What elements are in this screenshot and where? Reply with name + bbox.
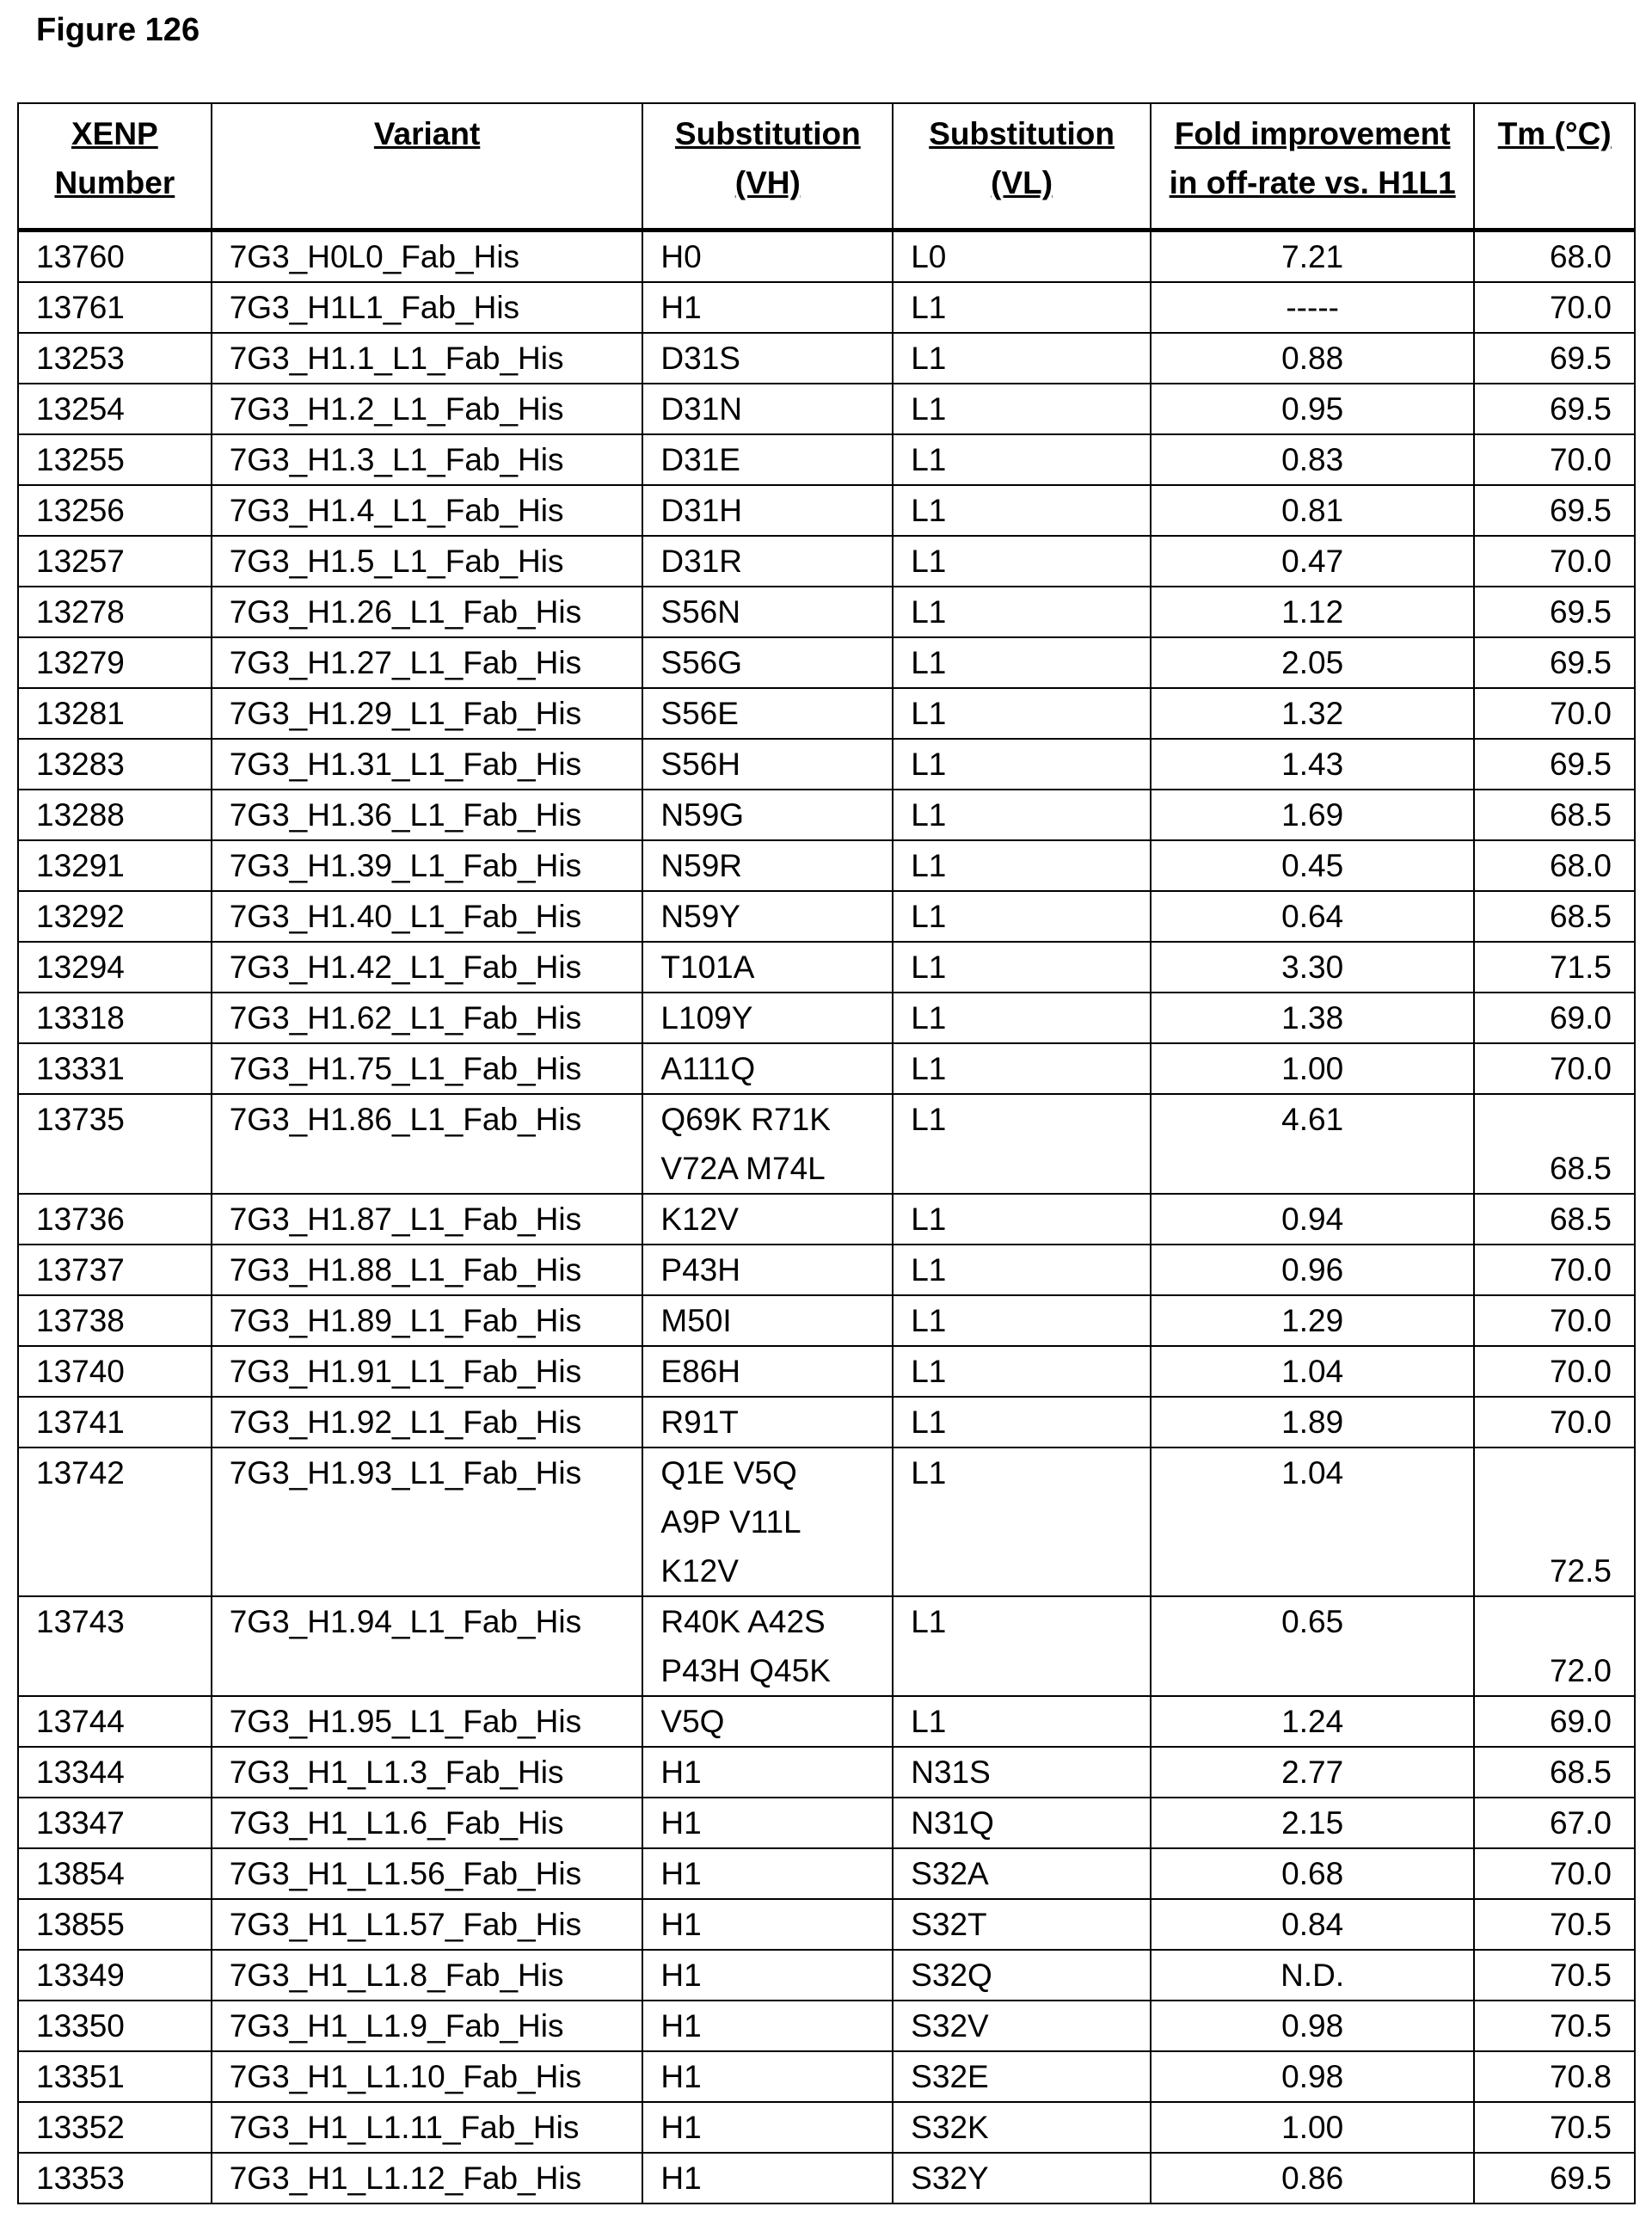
variant-cell: 7G3_H1_L1.57_Fab_His xyxy=(212,1899,643,1950)
variant-cell: 7G3_H1.26_L1_Fab_His xyxy=(212,587,643,637)
vh-cell: R91T xyxy=(642,1397,893,1447)
xenp-cell: 13744 xyxy=(18,1696,212,1747)
vl-cell: S32T xyxy=(893,1899,1151,1950)
vl-cell: L1 xyxy=(893,1397,1151,1447)
vh-cell: H1 xyxy=(642,1848,893,1899)
variant-cell: 7G3_H1.1_L1_Fab_His xyxy=(212,333,643,384)
variant-cell: 7G3_H1.95_L1_Fab_His xyxy=(212,1696,643,1747)
xenp-cell: 13740 xyxy=(18,1346,212,1397)
vh-cell: N59G xyxy=(642,790,893,840)
vl-cell: L1 xyxy=(893,1245,1151,1295)
vl-cell: S32A xyxy=(893,1848,1151,1899)
fold-cell: 1.32 xyxy=(1151,688,1474,739)
table-row xyxy=(18,1447,1635,1596)
table-row xyxy=(18,2102,1635,2153)
table-row xyxy=(18,1747,1635,1798)
fold-cell: 4.61 xyxy=(1151,1094,1474,1194)
fold-cell: 1.04 xyxy=(1151,1346,1474,1397)
vh-cell: S56E xyxy=(642,688,893,739)
vh-cell: L109Y xyxy=(642,993,893,1043)
variant-cell: 7G3_H1.3_L1_Fab_His xyxy=(212,434,643,485)
table-row xyxy=(18,434,1635,485)
vl-cell: N31S xyxy=(893,1747,1151,1798)
xenp-cell: 13738 xyxy=(18,1295,212,1346)
variant-cell: 7G3_H1.31_L1_Fab_His xyxy=(212,739,643,790)
table-row xyxy=(18,230,1635,283)
vh-cell: V5Q xyxy=(642,1696,893,1747)
tm-cell: 69.5 xyxy=(1474,587,1635,637)
vh-cell: N59Y xyxy=(642,891,893,942)
vl-cell: S32Y xyxy=(893,2153,1151,2203)
xenp-cell: 13737 xyxy=(18,1245,212,1295)
variant-cell: 7G3_H1.75_L1_Fab_His xyxy=(212,1043,643,1094)
tm-cell: 70.5 xyxy=(1474,1899,1635,1950)
vl-cell: L1 xyxy=(893,739,1151,790)
fold-cell: 1.04 xyxy=(1151,1447,1474,1596)
table-row xyxy=(18,2051,1635,2102)
vl-cell: L1 xyxy=(893,282,1151,333)
vl-cell: L1 xyxy=(893,1447,1151,1596)
fold-cell: 0.84 xyxy=(1151,1899,1474,1950)
fold-cell: 2.15 xyxy=(1151,1798,1474,1848)
fold-cell: 1.89 xyxy=(1151,1397,1474,1447)
fold-cell: N.D. xyxy=(1151,1950,1474,2001)
table-row xyxy=(18,993,1635,1043)
tm-cell: 70.0 xyxy=(1474,434,1635,485)
vl-cell: L1 xyxy=(893,993,1151,1043)
vh-cell: H1 xyxy=(642,2153,893,2203)
xenp-cell: 13292 xyxy=(18,891,212,942)
table-row xyxy=(18,333,1635,384)
xenp-cell: 13347 xyxy=(18,1798,212,1848)
table-row xyxy=(18,587,1635,637)
tm-cell: 68.5 xyxy=(1474,891,1635,942)
variant-cell: 7G3_H1.2_L1_Fab_His xyxy=(212,384,643,434)
tm-cell: 67.0 xyxy=(1474,1798,1635,1848)
table-row xyxy=(18,790,1635,840)
xenp-cell: 13257 xyxy=(18,536,212,587)
vl-cell: L1 xyxy=(893,333,1151,384)
header-row xyxy=(18,103,1635,230)
fold-cell: 0.64 xyxy=(1151,891,1474,942)
xenp-cell: 13742 xyxy=(18,1447,212,1596)
tm-cell: 72.5 xyxy=(1474,1447,1635,1596)
vl-cell: L1 xyxy=(893,1094,1151,1194)
variant-cell: 7G3_H0L0_Fab_His xyxy=(212,230,643,283)
fold-cell: 0.98 xyxy=(1151,2001,1474,2051)
table-row xyxy=(18,1596,1635,1696)
table-row xyxy=(18,942,1635,993)
xenp-cell: 13288 xyxy=(18,790,212,840)
variant-cell: 7G3_H1.91_L1_Fab_His xyxy=(212,1346,643,1397)
table-row xyxy=(18,1397,1635,1447)
xenp-cell: 13283 xyxy=(18,739,212,790)
tm-cell: 70.5 xyxy=(1474,2102,1635,2153)
vh-cell: T101A xyxy=(642,942,893,993)
variant-cell: 7G3_H1.87_L1_Fab_His xyxy=(212,1194,643,1245)
variant-cell: 7G3_H1_L1.12_Fab_His xyxy=(212,2153,643,2203)
fold-cell: 0.47 xyxy=(1151,536,1474,587)
table-row xyxy=(18,1346,1635,1397)
fold-cell: 2.05 xyxy=(1151,637,1474,688)
xenp-cell: 13353 xyxy=(18,2153,212,2203)
vh-cell: P43H xyxy=(642,1245,893,1295)
vl-cell: L0 xyxy=(893,230,1151,283)
vl-cell: L1 xyxy=(893,942,1151,993)
tm-cell: 70.5 xyxy=(1474,1950,1635,2001)
vl-cell: L1 xyxy=(893,790,1151,840)
vh-cell: H1 xyxy=(642,1798,893,1848)
figure-title: Figure 126 xyxy=(36,12,200,49)
xenp-cell: 13278 xyxy=(18,587,212,637)
variant-cell: 7G3_H1.94_L1_Fab_His xyxy=(212,1596,643,1696)
xenp-cell: 13331 xyxy=(18,1043,212,1094)
vl-cell: L1 xyxy=(893,485,1151,536)
variant-cell: 7G3_H1_L1.10_Fab_His xyxy=(212,2051,643,2102)
xenp-cell: 13256 xyxy=(18,485,212,536)
vl-cell: L1 xyxy=(893,840,1151,891)
table-row xyxy=(18,1848,1635,1899)
variant-cell: 7G3_H1.62_L1_Fab_His xyxy=(212,993,643,1043)
vl-cell: L1 xyxy=(893,434,1151,485)
fold-cell: 0.83 xyxy=(1151,434,1474,485)
fold-cell: 0.88 xyxy=(1151,333,1474,384)
tm-cell: 70.5 xyxy=(1474,2001,1635,2051)
vl-cell: N31Q xyxy=(893,1798,1151,1848)
table-row xyxy=(18,1245,1635,1295)
table-row xyxy=(18,688,1635,739)
xenp-cell: 13318 xyxy=(18,993,212,1043)
fold-cell: 2.77 xyxy=(1151,1747,1474,1798)
vh-cell: K12V xyxy=(642,1194,893,1245)
vh-cell: H1 xyxy=(642,1747,893,1798)
fold-cell: 1.69 xyxy=(1151,790,1474,840)
variant-cell: 7G3_H1.88_L1_Fab_His xyxy=(212,1245,643,1295)
variant-cell: 7G3_H1.29_L1_Fab_His xyxy=(212,688,643,739)
tm-cell: 70.0 xyxy=(1474,688,1635,739)
vh-cell: H0 xyxy=(642,230,893,283)
vh-cell: M50I xyxy=(642,1295,893,1346)
tm-cell: 68.0 xyxy=(1474,230,1635,283)
vl-cell: L1 xyxy=(893,1043,1151,1094)
table-row xyxy=(18,1950,1635,2001)
variant-cell: 7G3_H1.36_L1_Fab_His xyxy=(212,790,643,840)
xenp-cell: 13761 xyxy=(18,282,212,333)
vl-cell: L1 xyxy=(893,637,1151,688)
vh-cell: S56H xyxy=(642,739,893,790)
fold-cell: ----- xyxy=(1151,282,1474,333)
vh-cell: D31N xyxy=(642,384,893,434)
tm-cell: 70.0 xyxy=(1474,1245,1635,1295)
variant-cell: 7G3_H1L1_Fab_His xyxy=(212,282,643,333)
vh-cell: R40K A42S P43H Q45K xyxy=(642,1596,893,1696)
fold-cell: 0.45 xyxy=(1151,840,1474,891)
xenp-cell: 13760 xyxy=(18,230,212,283)
fold-cell: 1.00 xyxy=(1151,1043,1474,1094)
tm-cell: 68.0 xyxy=(1474,840,1635,891)
fold-cell: 0.98 xyxy=(1151,2051,1474,2102)
fold-cell: 1.43 xyxy=(1151,739,1474,790)
xenp-cell: 13255 xyxy=(18,434,212,485)
tm-cell: 70.0 xyxy=(1474,1848,1635,1899)
variant-cell: 7G3_H1.86_L1_Fab_His xyxy=(212,1094,643,1194)
xenp-cell: 13294 xyxy=(18,942,212,993)
table-row xyxy=(18,1043,1635,1094)
tm-cell: 70.8 xyxy=(1474,2051,1635,2102)
variant-table xyxy=(17,102,1636,2204)
xenp-cell: 13735 xyxy=(18,1094,212,1194)
variant-cell: 7G3_H1.5_L1_Fab_His xyxy=(212,536,643,587)
header-vl: Substitution (VL) xyxy=(893,103,1151,230)
xenp-cell: 13352 xyxy=(18,2102,212,2153)
vl-cell: S32K xyxy=(893,2102,1151,2153)
vl-cell: L1 xyxy=(893,1194,1151,1245)
xenp-cell: 13351 xyxy=(18,2051,212,2102)
tm-cell: 70.0 xyxy=(1474,1295,1635,1346)
variant-cell: 7G3_H1.93_L1_Fab_His xyxy=(212,1447,643,1596)
table-row xyxy=(18,1696,1635,1747)
tm-cell: 69.5 xyxy=(1474,384,1635,434)
tm-cell: 69.5 xyxy=(1474,739,1635,790)
vl-cell: L1 xyxy=(893,1295,1151,1346)
tm-cell: 69.0 xyxy=(1474,1696,1635,1747)
tm-cell: 68.5 xyxy=(1474,1747,1635,1798)
fold-cell: 0.86 xyxy=(1151,2153,1474,2203)
table-row xyxy=(18,1295,1635,1346)
variant-cell: 7G3_H1_L1.8_Fab_His xyxy=(212,1950,643,2001)
vh-cell: S56N xyxy=(642,587,893,637)
tm-cell: 69.5 xyxy=(1474,333,1635,384)
table-row xyxy=(18,1899,1635,1950)
xenp-cell: 13736 xyxy=(18,1194,212,1245)
variant-cell: 7G3_H1_L1.56_Fab_His xyxy=(212,1848,643,1899)
vl-cell: L1 xyxy=(893,1696,1151,1747)
header-fold: Fold improvement in off-rate vs. H1L1 xyxy=(1151,103,1474,230)
header-xenp: XENP Number xyxy=(18,103,212,230)
table-row xyxy=(18,1094,1635,1194)
fold-cell: 0.81 xyxy=(1151,485,1474,536)
tm-cell: 70.0 xyxy=(1474,536,1635,587)
vh-cell: H1 xyxy=(642,1950,893,2001)
fold-cell: 0.96 xyxy=(1151,1245,1474,1295)
vh-cell: N59R xyxy=(642,840,893,891)
tm-cell: 68.5 xyxy=(1474,1094,1635,1194)
fold-cell: 1.12 xyxy=(1151,587,1474,637)
variant-cell: 7G3_H1.4_L1_Fab_His xyxy=(212,485,643,536)
table-row xyxy=(18,1194,1635,1245)
vh-cell: E86H xyxy=(642,1346,893,1397)
xenp-cell: 13743 xyxy=(18,1596,212,1696)
variant-cell: 7G3_H1_L1.11_Fab_His xyxy=(212,2102,643,2153)
xenp-cell: 13855 xyxy=(18,1899,212,1950)
variant-cell: 7G3_H1.92_L1_Fab_His xyxy=(212,1397,643,1447)
fold-cell: 0.65 xyxy=(1151,1596,1474,1696)
tm-cell: 70.0 xyxy=(1474,1346,1635,1397)
xenp-cell: 13350 xyxy=(18,2001,212,2051)
tm-cell: 71.5 xyxy=(1474,942,1635,993)
tm-cell: 68.5 xyxy=(1474,790,1635,840)
table-row xyxy=(18,485,1635,536)
xenp-cell: 13281 xyxy=(18,688,212,739)
table-row xyxy=(18,282,1635,333)
vl-cell: L1 xyxy=(893,1346,1151,1397)
xenp-cell: 13254 xyxy=(18,384,212,434)
vh-cell: S56G xyxy=(642,637,893,688)
tm-cell: 69.5 xyxy=(1474,637,1635,688)
vl-cell: L1 xyxy=(893,1596,1151,1696)
variant-cell: 7G3_H1.27_L1_Fab_His xyxy=(212,637,643,688)
vl-cell: S32V xyxy=(893,2001,1151,2051)
vh-cell: D31R xyxy=(642,536,893,587)
table-row xyxy=(18,840,1635,891)
tm-cell: 69.5 xyxy=(1474,2153,1635,2203)
vh-cell: H1 xyxy=(642,2051,893,2102)
vl-cell: S32E xyxy=(893,2051,1151,2102)
xenp-cell: 13349 xyxy=(18,1950,212,2001)
vh-cell: Q1E V5Q A9P V11L K12V xyxy=(642,1447,893,1596)
tm-cell: 70.0 xyxy=(1474,1043,1635,1094)
vl-cell: L1 xyxy=(893,587,1151,637)
vh-cell: D31E xyxy=(642,434,893,485)
vh-cell: H1 xyxy=(642,2102,893,2153)
vh-cell: H1 xyxy=(642,282,893,333)
tm-cell: 70.0 xyxy=(1474,282,1635,333)
vh-cell: A111Q xyxy=(642,1043,893,1094)
vh-cell: D31H xyxy=(642,485,893,536)
table-row xyxy=(18,637,1635,688)
xenp-cell: 13344 xyxy=(18,1747,212,1798)
fold-cell: 1.38 xyxy=(1151,993,1474,1043)
variant-cell: 7G3_H1.89_L1_Fab_His xyxy=(212,1295,643,1346)
vh-cell: Q69K R71K V72A M74L xyxy=(642,1094,893,1194)
variant-cell: 7G3_H1_L1.9_Fab_His xyxy=(212,2001,643,2051)
vh-cell: H1 xyxy=(642,2001,893,2051)
variant-cell: 7G3_H1_L1.3_Fab_His xyxy=(212,1747,643,1798)
table-row xyxy=(18,891,1635,942)
vh-cell: D31S xyxy=(642,333,893,384)
xenp-cell: 13253 xyxy=(18,333,212,384)
table-row xyxy=(18,536,1635,587)
tm-cell: 70.0 xyxy=(1474,1397,1635,1447)
table-row xyxy=(18,739,1635,790)
header-variant: Variant xyxy=(212,103,643,230)
tm-cell: 72.0 xyxy=(1474,1596,1635,1696)
table-row xyxy=(18,384,1635,434)
variant-cell: 7G3_H1.42_L1_Fab_His xyxy=(212,942,643,993)
tm-cell: 69.0 xyxy=(1474,993,1635,1043)
fold-cell: 7.21 xyxy=(1151,230,1474,283)
fold-cell: 1.00 xyxy=(1151,2102,1474,2153)
fold-cell: 0.68 xyxy=(1151,1848,1474,1899)
vl-cell: S32Q xyxy=(893,1950,1151,2001)
variant-cell: 7G3_H1.40_L1_Fab_His xyxy=(212,891,643,942)
fold-cell: 1.29 xyxy=(1151,1295,1474,1346)
vl-cell: L1 xyxy=(893,384,1151,434)
variant-cell: 7G3_H1_L1.6_Fab_His xyxy=(212,1798,643,1848)
table-row xyxy=(18,1798,1635,1848)
xenp-cell: 13291 xyxy=(18,840,212,891)
vl-cell: L1 xyxy=(893,891,1151,942)
tm-cell: 69.5 xyxy=(1474,485,1635,536)
tm-cell: 68.5 xyxy=(1474,1194,1635,1245)
header-tm: Tm (°C) xyxy=(1474,103,1635,230)
table-row xyxy=(18,2153,1635,2203)
fold-cell: 1.24 xyxy=(1151,1696,1474,1747)
xenp-cell: 13279 xyxy=(18,637,212,688)
fold-cell: 3.30 xyxy=(1151,942,1474,993)
table-row xyxy=(18,2001,1635,2051)
fold-cell: 0.95 xyxy=(1151,384,1474,434)
vh-cell: H1 xyxy=(642,1899,893,1950)
xenp-cell: 13741 xyxy=(18,1397,212,1447)
xenp-cell: 13854 xyxy=(18,1848,212,1899)
variant-cell: 7G3_H1.39_L1_Fab_His xyxy=(212,840,643,891)
fold-cell: 0.94 xyxy=(1151,1194,1474,1245)
vl-cell: L1 xyxy=(893,536,1151,587)
vl-cell: L1 xyxy=(893,688,1151,739)
header-vh: Substitution (VH) xyxy=(642,103,893,230)
